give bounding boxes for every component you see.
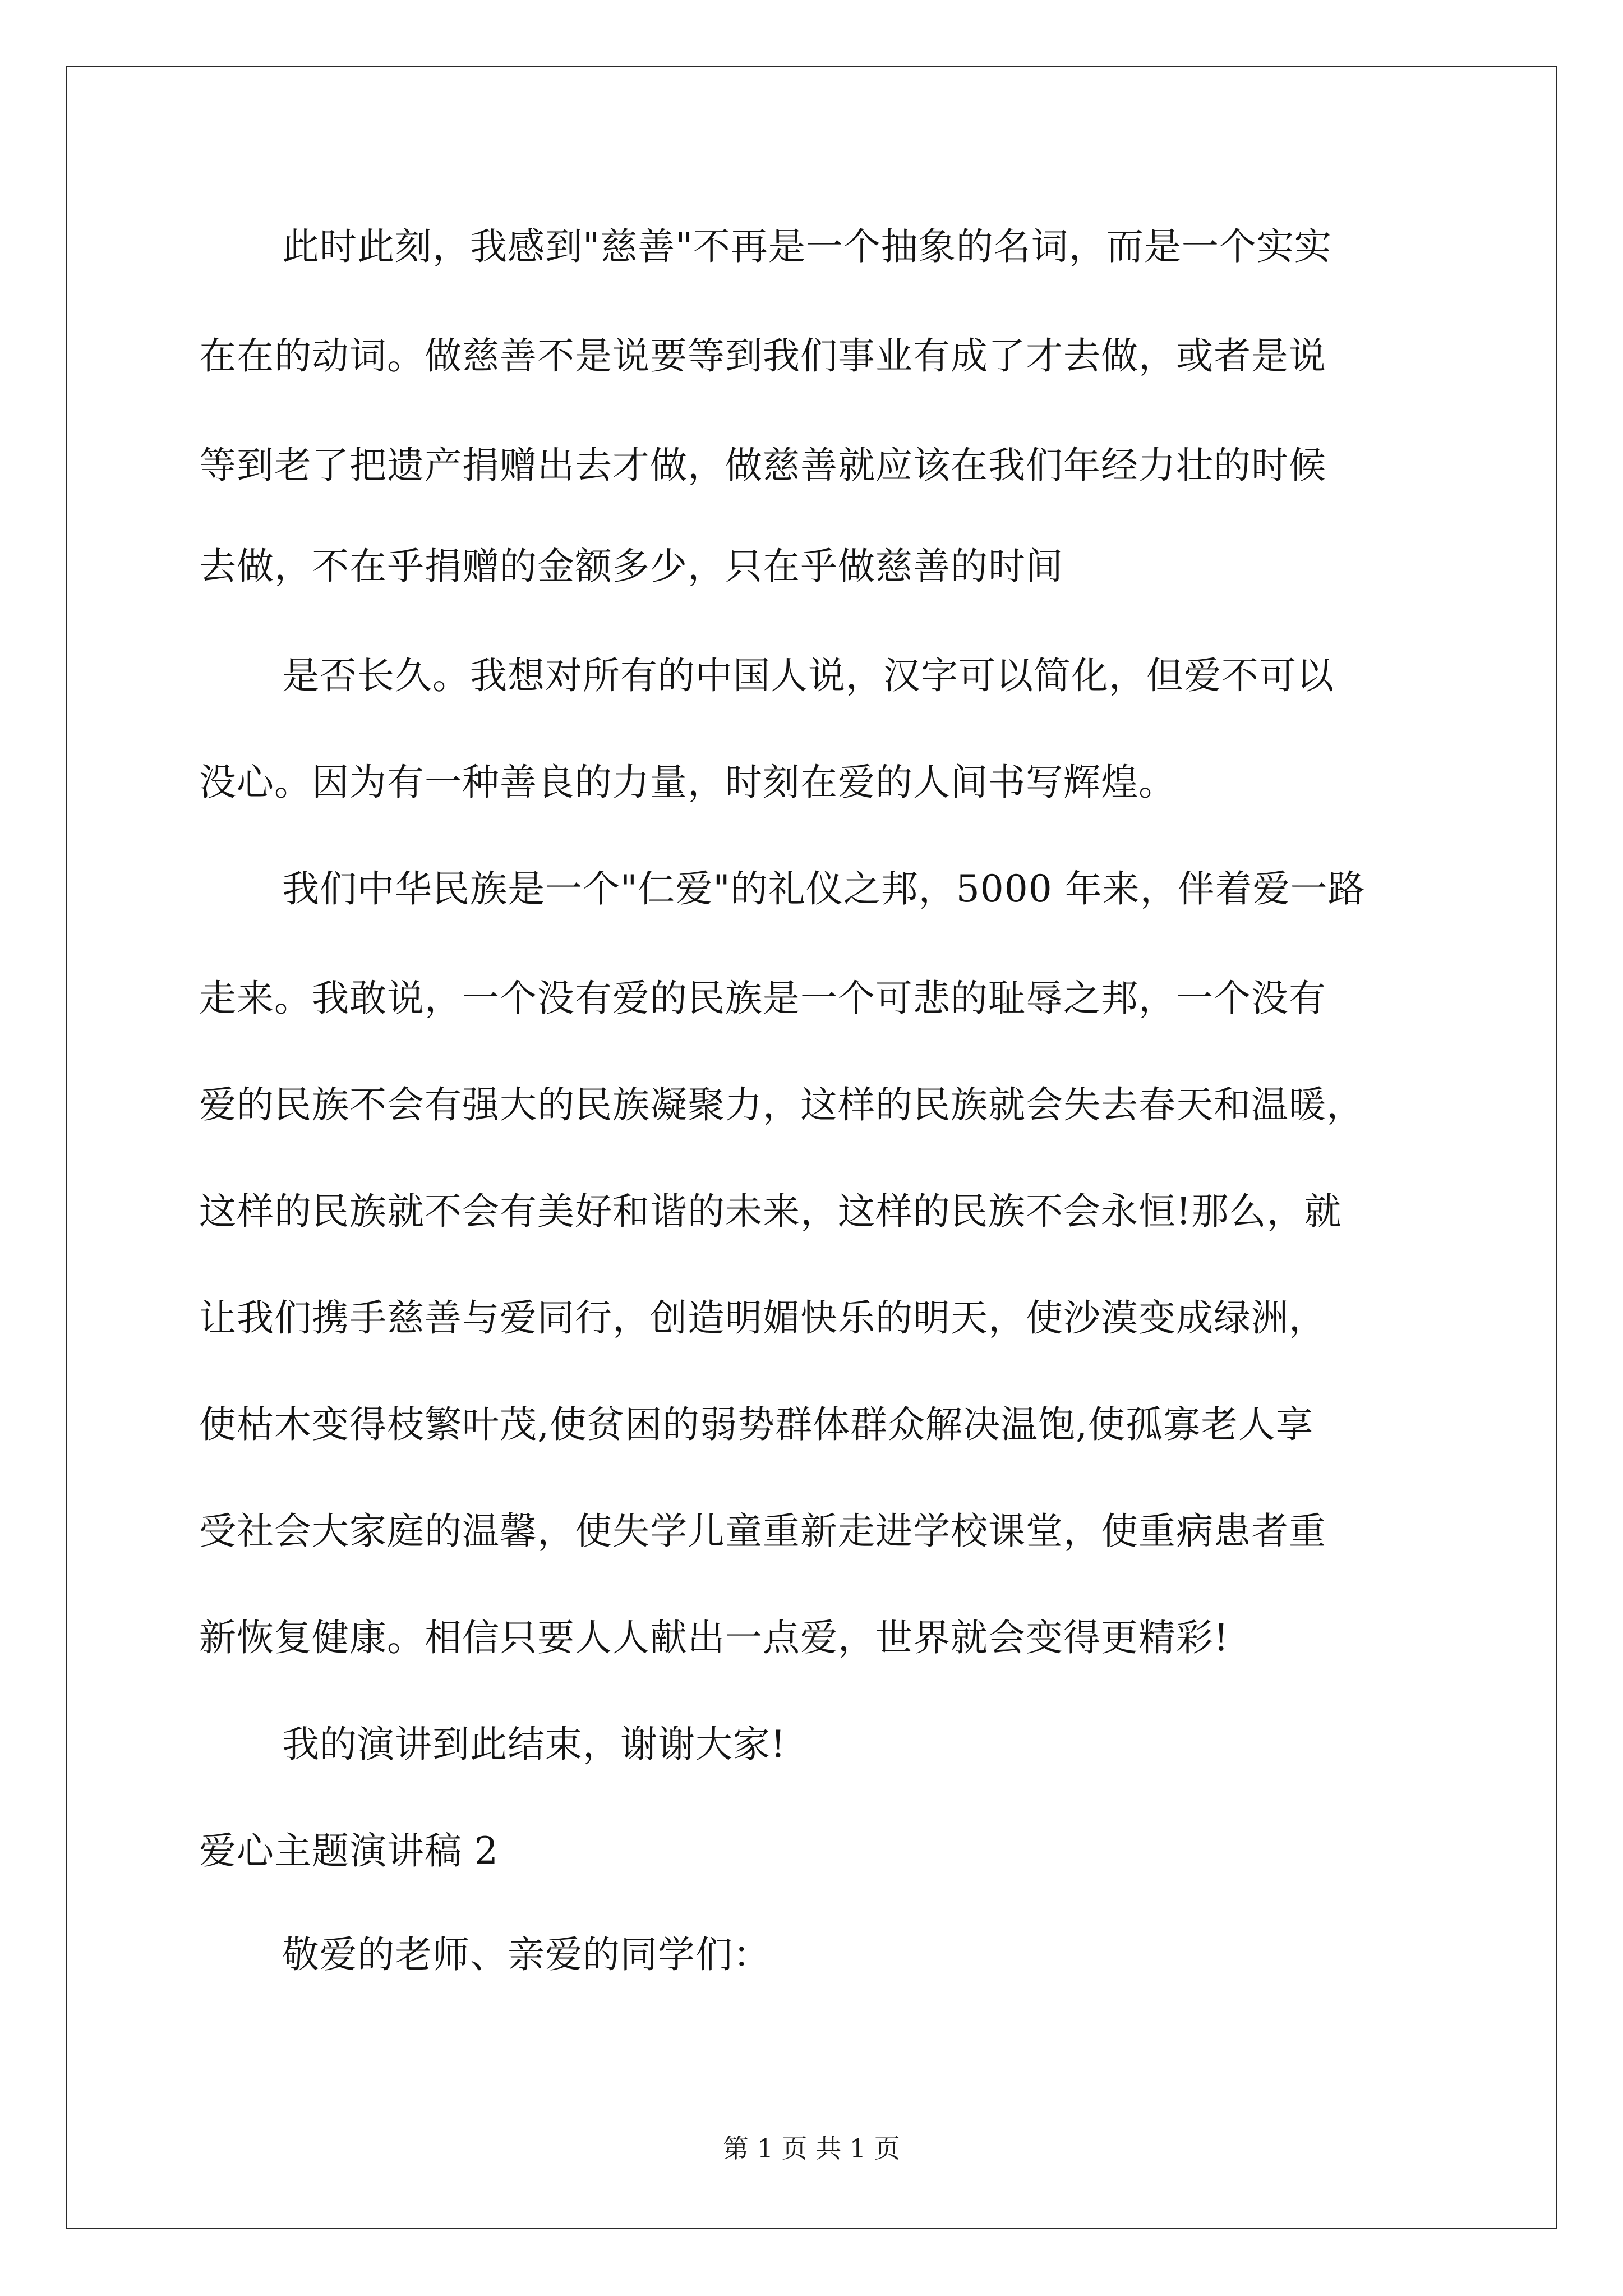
paragraph-line: 爱的民族不会有强大的民族凝聚力，这样的民族就会失去春天和温暖， [199, 1083, 1364, 1126]
paragraph-line: 这样的民族就不会有美好和谐的未来，这样的民族不会永恒!那么，就 [199, 1190, 1342, 1233]
paragraph-line: 在在的动词。做慈善不是说要等到我们事业有成了才去做，或者是说 [199, 334, 1326, 378]
paragraph-line: 去做，不在乎捐赠的金额多少，只在乎做慈善的时间 [199, 545, 1063, 588]
paragraph-line: 没心。因为有一种善良的力量，时刻在爱的人间书写辉煌。 [199, 761, 1176, 804]
paragraph-line: 此时此刻，我感到"慈善"不再是一个抽象的名词，而是一个实实 [282, 225, 1332, 268]
paragraph-line: 等到老了把遗产捐赠出去才做，做慈善就应该在我们年经力壮的时候 [199, 444, 1326, 487]
section-heading: 爱心主题演讲稿 2 [199, 1829, 499, 1872]
page-footer: 第 1 页 共 1 页 [723, 2133, 900, 2164]
paragraph-line: 使枯木变得枝繁叶茂,使贫困的弱势群体群众解决温饱,使孤寡老人享 [199, 1403, 1313, 1446]
closing-line: 我的演讲到此结束，谢谢大家! [282, 1723, 786, 1766]
paragraph-line: 新恢复健康。相信只要人人献出一点爱，世界就会变得更精彩! [199, 1616, 1229, 1659]
salutation-line: 敬爱的老师、亲爱的同学们： [282, 1933, 771, 1976]
paragraph-line: 我们中华民族是一个"仁爱"的礼仪之邦，5000 年来，伴着爱一路 [282, 867, 1366, 910]
page-border [66, 66, 1557, 2229]
paragraph-line: 走来。我敢说，一个没有爱的民族是一个可悲的耻辱之邦，一个没有 [199, 977, 1326, 1020]
paragraph-line: 受社会大家庭的温馨，使失学儿童重新走进学校课堂，使重病患者重 [199, 1510, 1326, 1553]
paragraph-line: 是否长久。我想对所有的中国人说，汉字可以简化，但爱不可以 [282, 654, 1334, 697]
paragraph-line: 让我们携手慈善与爱同行，创造明媚快乐的明天，使沙漠变成绿洲， [199, 1296, 1326, 1340]
